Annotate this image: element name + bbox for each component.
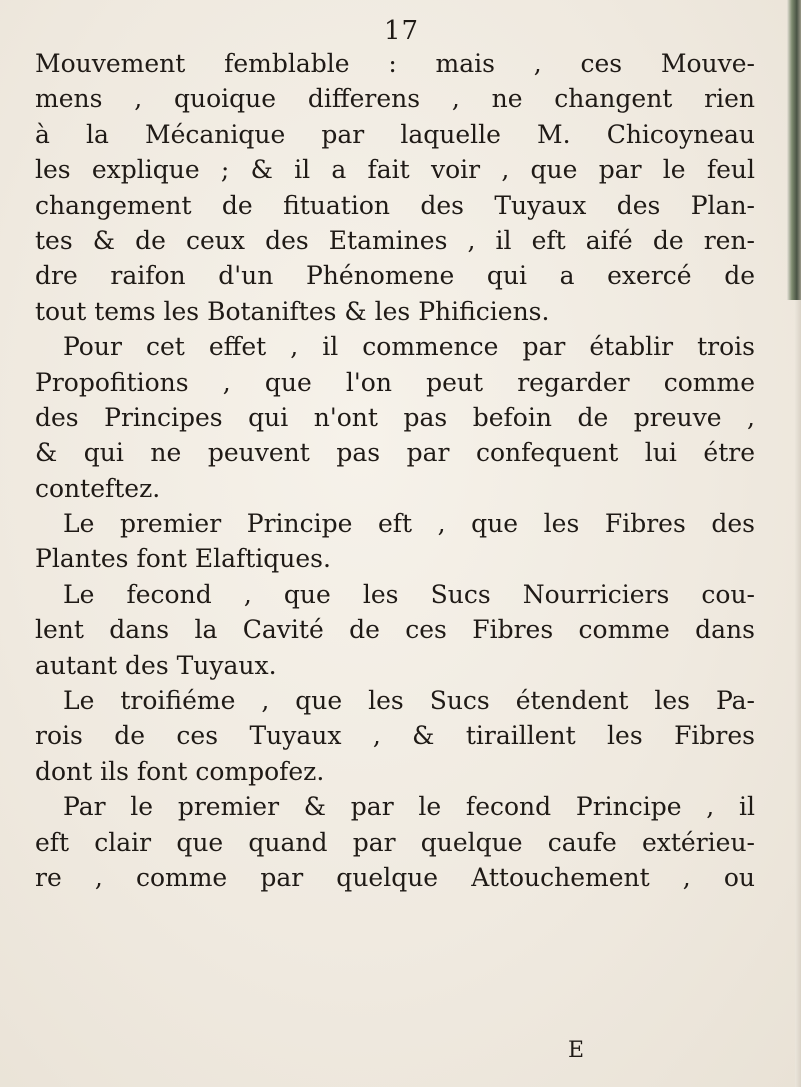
signature-mark: E (568, 1038, 585, 1063)
text-line: lent dans la Cavité de ces Fibres comme dans (35, 615, 755, 645)
body-text (35, 46, 755, 895)
text-line: rois de ces Tuyaux , & tiraillent les Fibres (35, 721, 755, 751)
text-line: autant des Tuyaux. (35, 650, 277, 680)
text-line: Pour cet effet , il commence par établir trois (63, 332, 755, 362)
text-line: Par le premier & par le fecond Principe , il (63, 792, 755, 822)
page-number: 17 (384, 16, 420, 46)
text-line: dre raifon d'un Phénomene qui a exercé de (35, 261, 755, 291)
text-line: des Principes qui n'ont pas befoin de preuve , (35, 402, 755, 432)
text-line: Plantes font Elaftiques. (35, 544, 331, 574)
text-line: & qui ne peuvent pas par confequent lui étre (35, 438, 755, 468)
text-line: dont ils font compofez. (35, 756, 325, 786)
text-line: les explique ; & il a fait voir , que par le feul (35, 155, 755, 185)
text-line: tes & de ceux des Etamines , il eft aifé de ren- (35, 225, 755, 255)
text-line: tout tems les Botaniftes & les Phificiens. (35, 296, 550, 326)
text-line: Le troifiéme , que les Sucs étendent les Pa- (63, 686, 755, 716)
text-line: mens , quoique differens , ne changent rien (35, 84, 755, 114)
text-line: Le fecond , que les Sucs Nourriciers cou- (63, 579, 755, 609)
page-edge-shadow (787, 0, 801, 300)
text-line: conteftez. (35, 473, 161, 503)
text-line: Propofitions , que l'on peut regarder comme (35, 367, 755, 397)
text-line: à la Mécanique par laquelle M. Chicoyneau (35, 119, 755, 149)
text-line: eft clair que quand par quelque caufe extérieu- (35, 827, 755, 857)
text-line: Le premier Principe eft , que les Fibres des (63, 509, 755, 539)
page-edge-lower (795, 300, 801, 1087)
text-line: re , comme par quelque Attouchement , ou (35, 862, 755, 892)
text-line: changement de fituation des Tuyaux des Plan- (35, 190, 755, 220)
text-line: Mouvement femblable : mais , ces Mouve- (35, 49, 755, 78)
